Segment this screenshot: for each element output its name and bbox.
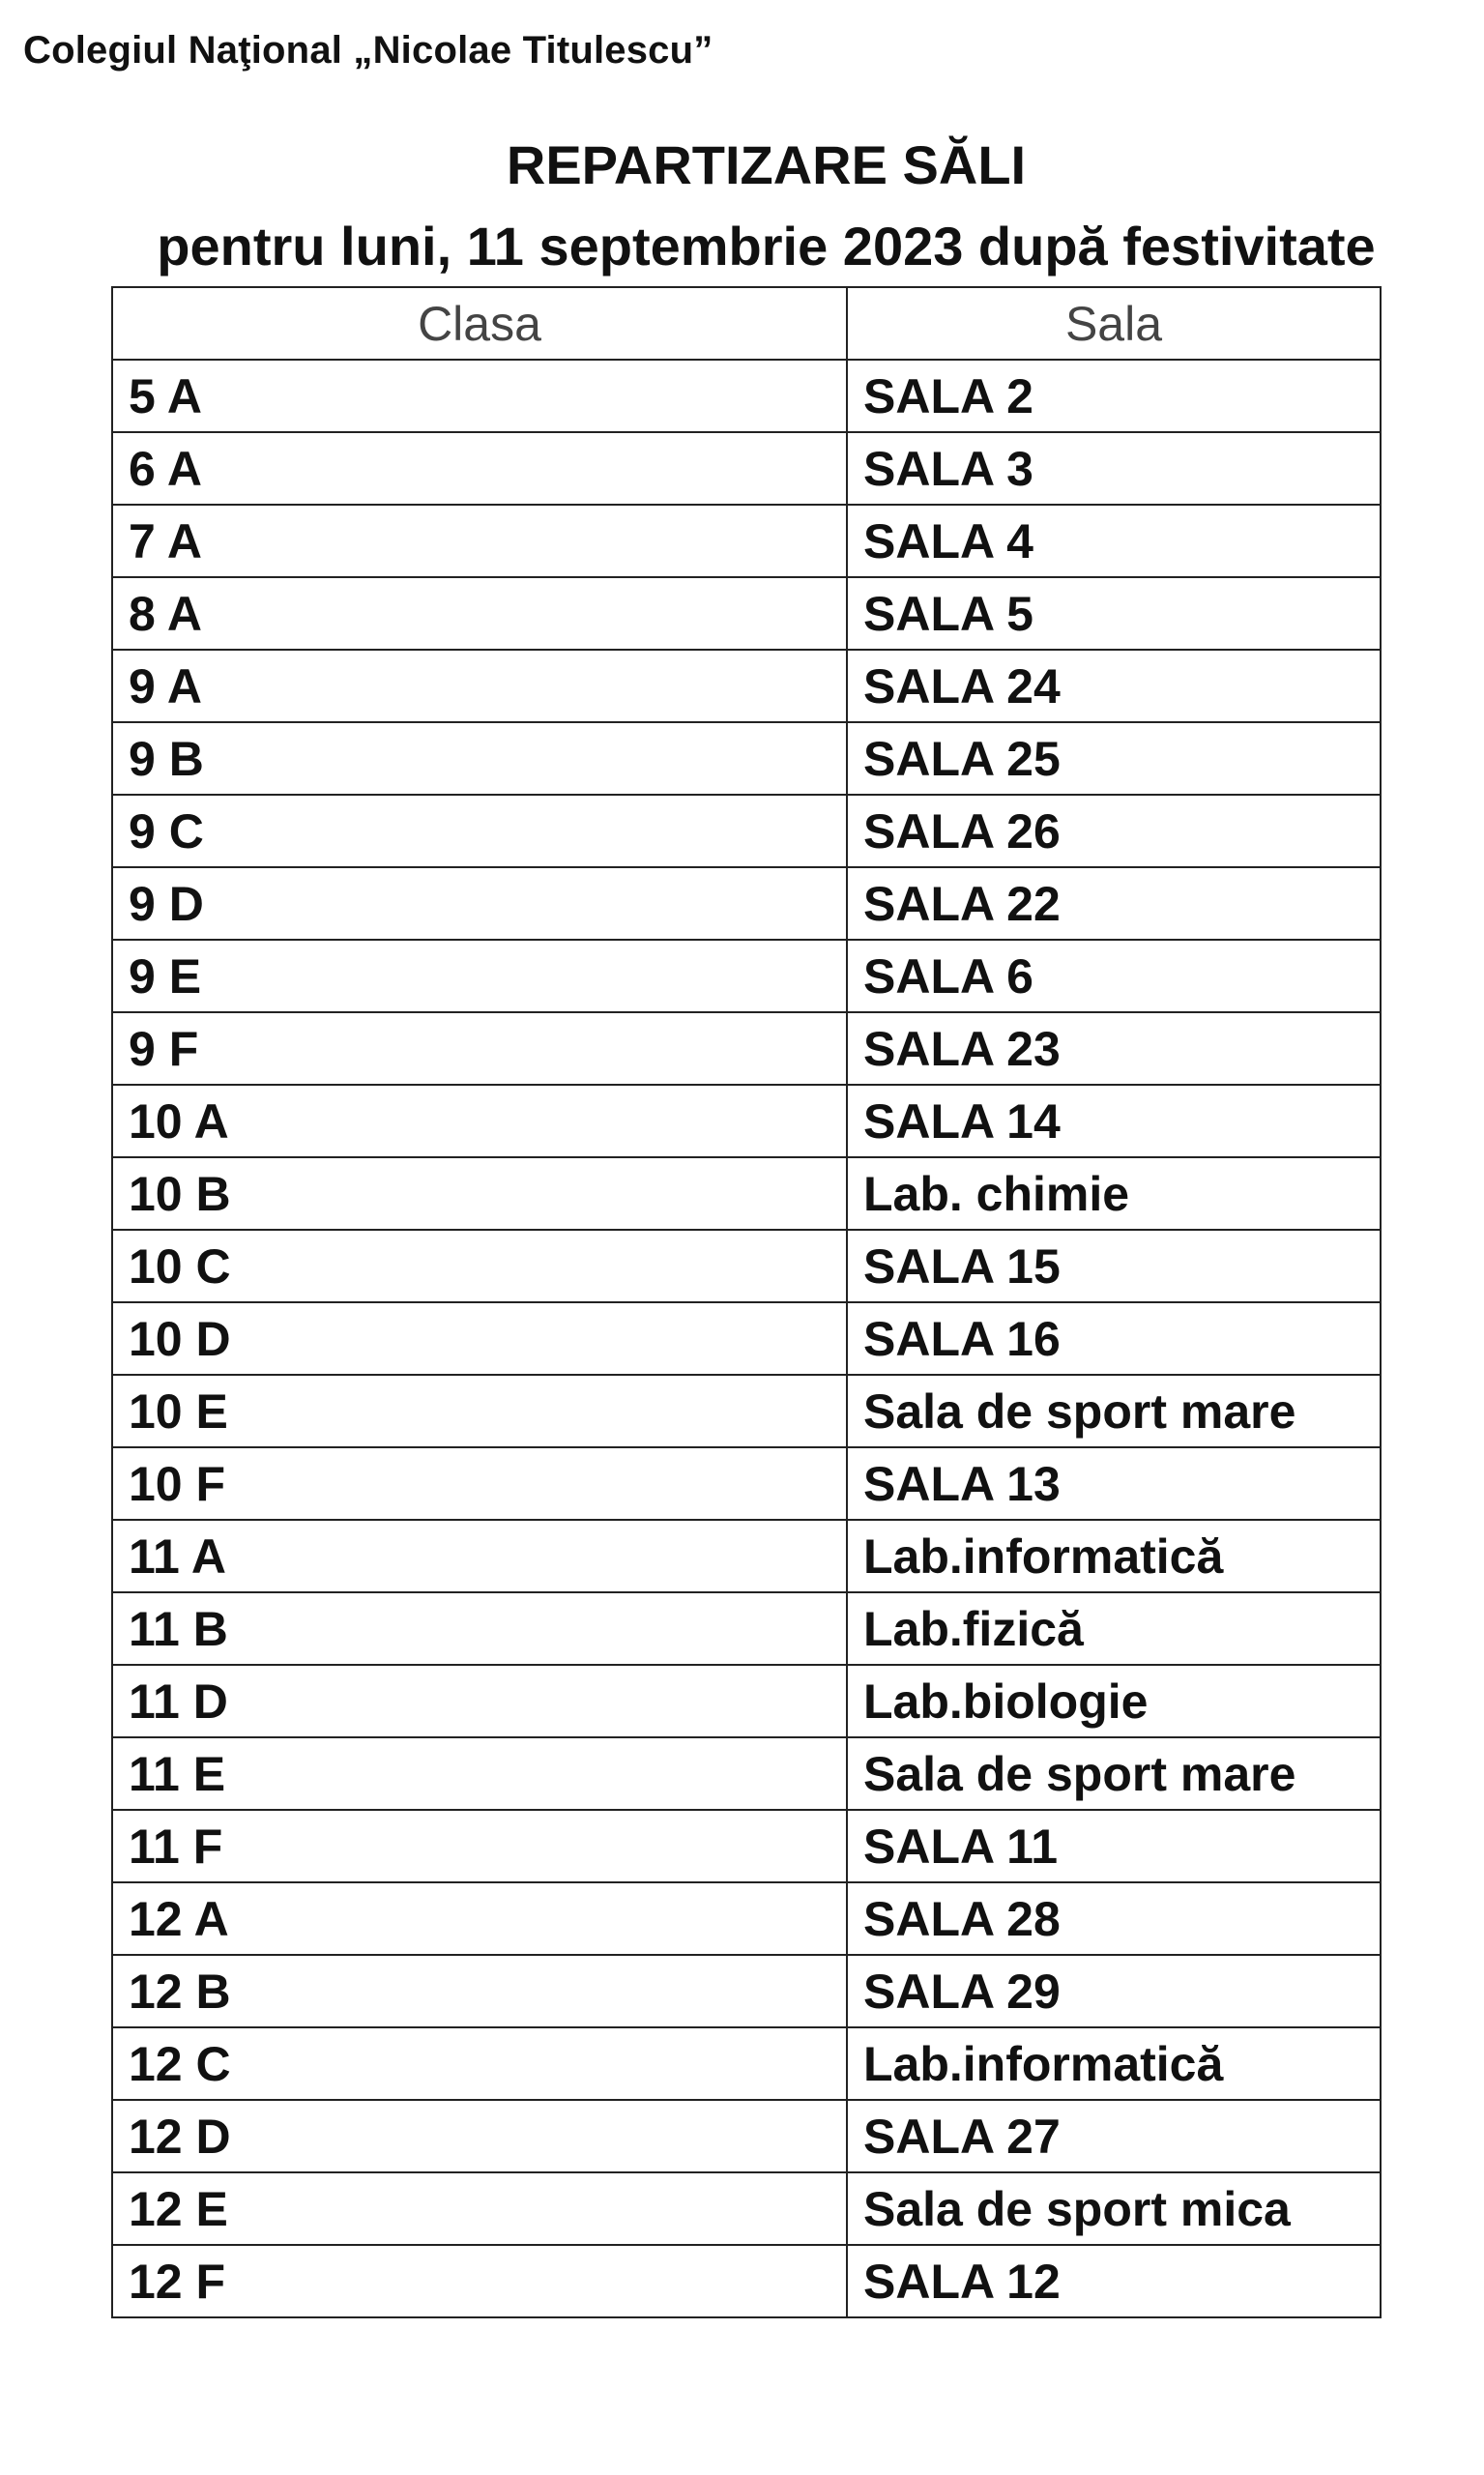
table-row — [112, 1157, 1381, 1230]
table-row — [112, 650, 1381, 722]
room-cell: SALA 11 — [847, 1810, 1381, 1882]
table-row — [112, 1520, 1381, 1592]
class-cell: 11 D — [112, 1665, 847, 1737]
room-cell: SALA 15 — [847, 1230, 1381, 1302]
table-row — [112, 2245, 1381, 2317]
class-cell: 12 B — [112, 1955, 847, 2027]
room-cell: SALA 13 — [847, 1447, 1381, 1520]
column-header-sala: Sala — [847, 287, 1381, 360]
class-cell: 9 E — [112, 940, 847, 1012]
table-row — [112, 432, 1381, 505]
class-cell: 8 A — [112, 577, 847, 650]
school-name: Colegiul Naţional „Nicolae Titulescu” — [23, 29, 713, 72]
table-header-row — [112, 287, 1381, 360]
table-row — [112, 940, 1381, 1012]
class-cell: 12 E — [112, 2172, 847, 2245]
table-row — [112, 1882, 1381, 1955]
class-cell: 10 F — [112, 1447, 847, 1520]
class-cell: 7 A — [112, 505, 847, 577]
room-cell: SALA 26 — [847, 795, 1381, 867]
room-cell: Lab.fizică — [847, 1592, 1381, 1665]
class-cell: 9 C — [112, 795, 847, 867]
class-cell: 10 A — [112, 1085, 847, 1157]
room-cell: SALA 25 — [847, 722, 1381, 795]
class-cell: 9 A — [112, 650, 847, 722]
table-row — [112, 2100, 1381, 2172]
room-cell: SALA 14 — [847, 1085, 1381, 1157]
room-cell: Lab.informatică — [847, 1520, 1381, 1592]
room-cell: Lab.biologie — [847, 1665, 1381, 1737]
class-cell: 10 C — [112, 1230, 847, 1302]
room-cell: SALA 27 — [847, 2100, 1381, 2172]
room-cell: Lab. chimie — [847, 1157, 1381, 1230]
room-cell: SALA 24 — [847, 650, 1381, 722]
document-title: REPARTIZARE SĂLI — [506, 134, 1027, 195]
table-row — [112, 1810, 1381, 1882]
room-cell: Lab.informatică — [847, 2027, 1381, 2100]
class-cell: 11 B — [112, 1592, 847, 1665]
room-cell: Sala de sport mare — [847, 1737, 1381, 1810]
table-row — [112, 1447, 1381, 1520]
class-cell: 10 E — [112, 1375, 847, 1447]
table-row — [112, 2172, 1381, 2245]
table-body — [112, 360, 1381, 2317]
table-row — [112, 1302, 1381, 1375]
room-cell: SALA 23 — [847, 1012, 1381, 1085]
table-row — [112, 722, 1381, 795]
room-cell: SALA 2 — [847, 360, 1381, 432]
table-row — [112, 360, 1381, 432]
table-row — [112, 1955, 1381, 2027]
room-cell: SALA 6 — [847, 940, 1381, 1012]
table-row — [112, 867, 1381, 940]
table-row — [112, 795, 1381, 867]
class-cell: 9 D — [112, 867, 847, 940]
class-cell: 11 A — [112, 1520, 847, 1592]
table-row — [112, 1012, 1381, 1085]
room-cell: SALA 16 — [847, 1302, 1381, 1375]
room-cell: Sala de sport mare — [847, 1375, 1381, 1447]
room-cell: SALA 29 — [847, 1955, 1381, 2027]
room-cell: SALA 3 — [847, 432, 1381, 505]
class-cell: 12 A — [112, 1882, 847, 1955]
table-row — [112, 1737, 1381, 1810]
room-cell: SALA 22 — [847, 867, 1381, 940]
class-cell: 9 F — [112, 1012, 847, 1085]
column-header-clasa: Clasa — [112, 287, 847, 360]
table-row — [112, 577, 1381, 650]
class-cell: 10 D — [112, 1302, 847, 1375]
room-cell: SALA 4 — [847, 505, 1381, 577]
document-subtitle: pentru luni, 11 septembrie 2023 după festivitate — [157, 216, 1376, 277]
room-assignment-table — [111, 286, 1382, 2318]
class-cell: 11 F — [112, 1810, 847, 1882]
room-cell: SALA 12 — [847, 2245, 1381, 2317]
class-cell: 12 C — [112, 2027, 847, 2100]
table-row — [112, 1665, 1381, 1737]
class-cell: 12 F — [112, 2245, 847, 2317]
table-row — [112, 1375, 1381, 1447]
room-cell: SALA 28 — [847, 1882, 1381, 1955]
class-cell: 5 A — [112, 360, 847, 432]
room-cell: SALA 5 — [847, 577, 1381, 650]
class-cell: 9 B — [112, 722, 847, 795]
room-cell: Sala de sport mica — [847, 2172, 1381, 2245]
table-row — [112, 505, 1381, 577]
table-row — [112, 1085, 1381, 1157]
table-row — [112, 2027, 1381, 2100]
class-cell: 12 D — [112, 2100, 847, 2172]
table-row — [112, 1230, 1381, 1302]
class-cell: 10 B — [112, 1157, 847, 1230]
class-cell: 6 A — [112, 432, 847, 505]
table-row — [112, 1592, 1381, 1665]
class-cell: 11 E — [112, 1737, 847, 1810]
